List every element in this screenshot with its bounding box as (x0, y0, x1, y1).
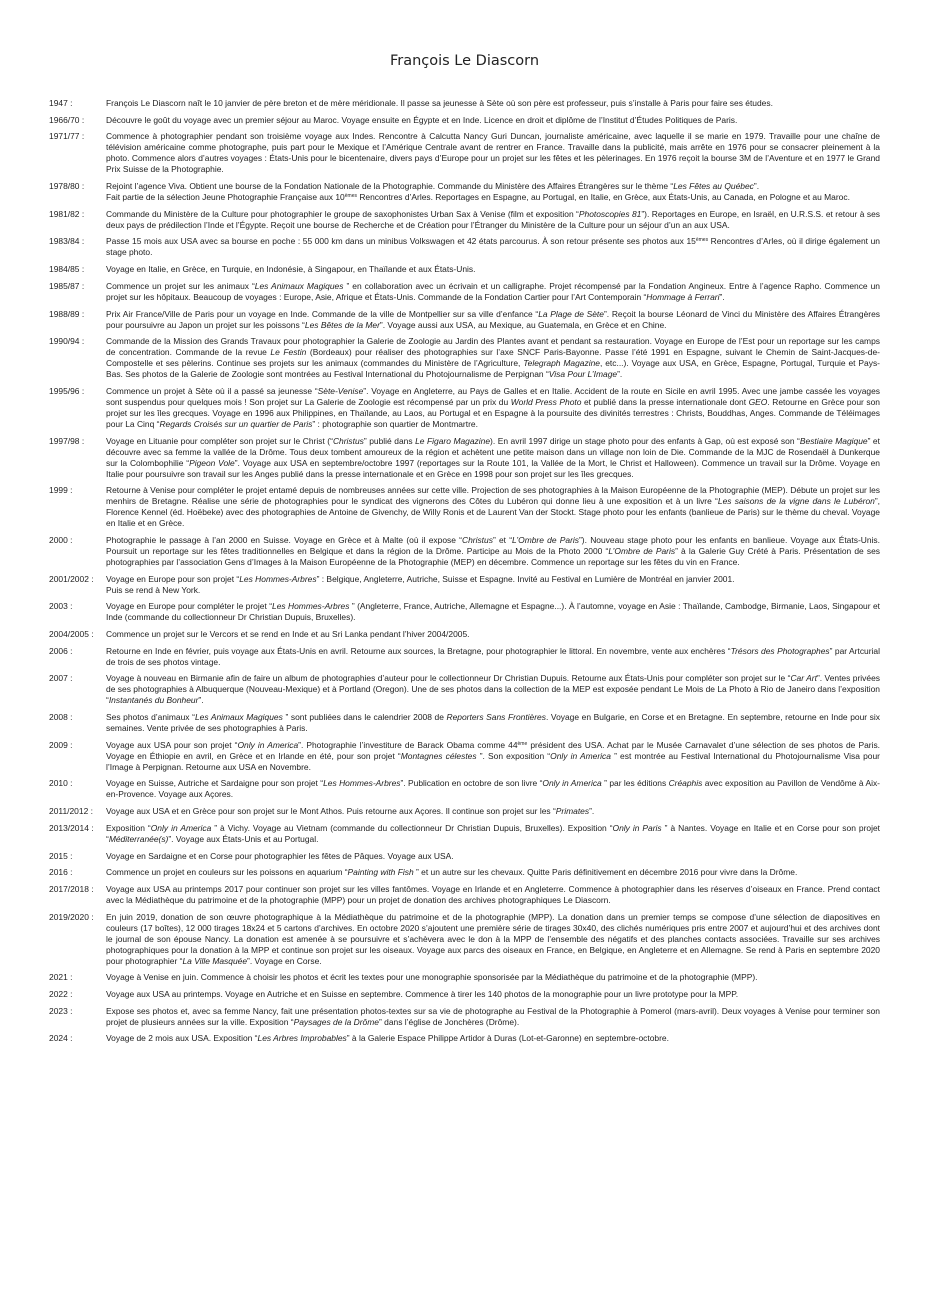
entry-year: 2022 : (49, 988, 73, 999)
entry-year: 2003 : (49, 601, 73, 612)
entry-text: Voyage en Europe pour compléter le projet “Les Hommes-Arbres ” (Angleterre, France, Autriche, Allemagne et Espagne...). À l’automne, voyage en Asie : Thaïlande, Cambodge, Birmanie, Laos, Singapour et Inde (commande du collectionneur Dr Christian Dupuis, Bruxelles). (106, 601, 880, 623)
entry-year: 1947 : (49, 98, 73, 108)
timeline-entry (49, 309, 880, 331)
entry-year: 1988/89 : (49, 308, 85, 319)
entry-text: Ses photos d’animaux “Les Animaux Magiques ” sont publiées dans le calendrier 2008 de Reporters Sans Frontières. Voyage en Bulgarie, en Corse et en Bretagne. En septembre, retourne en Inde pour six semaines. Vente privée de ses photographies à Paris. (106, 712, 880, 734)
timeline-entry (49, 236, 880, 258)
timeline-entry (49, 485, 880, 529)
timeline-entry (49, 646, 880, 668)
entry-text: Voyage en Lituanie pour compléter son projet sur le Christ (“Christus” publié dans Le Figaro Magazine). En avril 1997 dirige un stage photo pour des enfants à Gap, où est exposé son “Bestiaire Magique” et découvre avec sa femme la vallée de la Drôme. Tous deux tombent amoureux de la région et achètent une petite maison dans un village non loin de Die. Commande de la MJC de Rosendaël à Dunkerque sur la Colombophilie “Pigeon Vole”. Voyage aux USA en septembre/octobre 1997 (reportages sur la Route 101, la Vallée de la Mort, le Christ et Halloween). Commence un travail sur la Drôme. Voyage en Italie pour poursuivre son travail sur les Anges publié dans la presse internationale et en Grèce en 1998 pour son projet sur les îles grecques. (106, 435, 880, 479)
timeline-entry (49, 115, 880, 126)
entry-year: 2019/2020 : (49, 911, 94, 922)
timeline-entry (49, 806, 880, 817)
entry-year: 1978/80 : (49, 181, 85, 192)
entry-year: 2016 : (49, 867, 73, 878)
entry-text: En juin 2019, donation de son œuvre photographique à la Médiathèque du patrimoine et de la photographie (MPP). La donation dans un premier temps se compose d’une sélection de diapositives en couleurs (17 boîtes), 12 000 tirages 18x24 et 5 cartons d’archives. En octobre 2020 s’ajoutent une première série de tirages 30x40, des clichés numériques pris entre 2007 et aujourd’hui et des archives dont le journal de son épouse Nancy. La donation est amenée à se poursuivre et s’achèvera avec le don à la MPP de l’ensemble des négatifs et des planches contacts associées. Travaille sur ses archives photographiques pour la donation à la MPP et continue son projet sur les oiseaux. Voyage aux parcs des oiseaux en France, en Belgique, en Angleterre et en Allemagne. Se rend à Paris en septembre 2020 pour photographier “La Ville Masquée”. Voyage en Corse. (106, 911, 880, 966)
timeline-entry (49, 972, 880, 983)
timeline-entry (49, 209, 880, 231)
entry-text: Expose ses photos et, avec sa femme Nancy, fait une présentation photos-textes sur sa vie de photographe au Festival de la Photographie à Pomerol (mars-avril). Deux voyages à Venise pour terminer son projet de plusieurs années sur la ville. Exposition “Paysages de la Drôme” dans l’église de Jonchères (Drôme). (106, 1005, 880, 1027)
entry-text: Découvre le goût du voyage avec un premier séjour au Maroc. Voyage ensuite en Égypte et en Inde. Licence en droit et diplôme de l’Institut d’Études Politiques de Paris. (106, 114, 738, 125)
timeline-entry (49, 912, 880, 967)
entry-text: Voyage aux USA pour son projet “Only in America”. Photographie l’investiture de Barack Obama comme 44ème président des USA. Achat par le Musée Carnavalet d’une sélection de ses photos de Paris. Voyage en Éthiopie en avril, en Grèce et en Irlande en été, pour son projet “Montagnes célestes ”. Son exposition “Only in America ” est montrée au Festival International du Photojournalisme Visa pour l’Image à Perpignan. Retourne aux USA en Novembre. (106, 739, 881, 772)
timeline-entry (49, 867, 880, 878)
timeline-entry (49, 535, 880, 568)
entry-year: 2004/2005 : (49, 629, 94, 639)
entry-text: Voyage à nouveau en Birmanie afin de faire un album de photographies d’auteur pour le collectionneur Dr Christian Dupuis. Retourne aux États-Unis pour compléter son projet sur le “Car Art”. Ventes privées de ses photographies à Albuquerque (Nouveau-Mexique) et à Portland (Oregon). Une de ses photos dans la collection de la MEP est exposée pendant Le Mois de La Photo à Rio de Janeiro dans l’exposition “Instantanés du Bonheur”. (106, 673, 880, 706)
timeline-entry (49, 98, 880, 109)
entry-year: 2009 : (49, 739, 73, 750)
entry-year: 1990/94 : (49, 336, 85, 347)
entry-year: 2023 : (49, 1005, 73, 1016)
entry-year: 1984/85 : (49, 264, 85, 275)
entry-text: Commence un projet sur le Vercors et se rend en Inde et au Sri Lanka pendant l’hiver 2004/2005. (106, 629, 470, 639)
timeline-entry (49, 181, 880, 203)
entry-text: Voyage en Suisse, Autriche et Sardaigne pour son projet “Les Hommes-Arbres”. Publication en octobre de son livre “Only in America ” par les éditions Créaphis avec exposition au Pavillon de Vendôme à Aix-en-Provence. Voyage aux Açores. (106, 778, 880, 800)
timeline-entry (49, 712, 880, 734)
entry-year: 2011/2012 : (49, 806, 93, 817)
entry-year: 2006 : (49, 645, 73, 656)
entry-text: Commence un projet sur les animaux “Les Animaux Magiques ” en collaboration avec un écrivain et un calligraphe. Projet récompensé par la Fondation Angineux. Entre à l’agence Rapho. Commence un projet sur les hôpitaux. Beaucoup de voyages : Europe, Asie, Afrique et États-Unis. Commande de la Fondation Cartier pour l’Art Contemporain “Hommage à Ferrari”. (106, 280, 881, 302)
entry-text: Rejoint l’agence Viva. Obtient une bourse de la Fondation Nationale de la Photographie. Commande du Ministère des Affaires Étrangères sur le thème “Les Fêtes au Québec”. Fait partie de la sélection Jeune Photographie Française aux 10èmes Rencontres d’Arles. Reportages en Espagne, au Portugal, en Italie, en Grèce, aux États-Unis, au Canada, en Pologne et au Maroc. (106, 181, 850, 203)
entry-text: Voyage en Sardaigne et en Corse pour photographier les fêtes de Pâques. Voyage aux USA. (106, 850, 454, 861)
entry-year: 2010 : (49, 778, 73, 789)
entry-year: 2017/2018 : (49, 883, 94, 894)
timeline-entry (49, 574, 880, 596)
timeline-entry (49, 1006, 880, 1028)
entry-year: 1997/98 : (49, 435, 85, 446)
entry-text: Photographie le passage à l’an 2000 en Suisse. Voyage en Grèce et à Malte (où il expose “Christus” et “L’Ombre de Paris”). Nouveau stage photo pour les enfants en banlieue. Voyage aux États-Unis. Poursuit un reportage sur les fêtes traditionnelles en Belgique et dans la région de la Drôme. Participe au Mois de la Photo 2000 “L’Ombre de Paris” à la Galerie Guy Crété à Paris. Présentation de ses photographies par l’association Gens d’Images à la Maison Européenne de la Photographie (MEP) en décembre. Commence un reportage sur les fêtes du vin en France. (106, 534, 881, 567)
timeline-entry (49, 884, 880, 906)
timeline-entry (49, 823, 880, 845)
timeline-entry (49, 131, 880, 175)
entry-year: 2000 : (49, 534, 73, 545)
entry-text: Voyage aux USA au printemps. Voyage en Autriche et en Suisse en septembre. Commence à tirer les 140 photos de la monographie pour un livre prototype pour la MPP. (106, 988, 739, 999)
entry-year: 1981/82 : (49, 208, 85, 219)
entry-text: Passe 15 mois aux USA avec sa bourse en poche : 55 000 km dans un minibus Volkswagen et 42 états parcourus. À son retour présente ses photos aux 15èmes Rencontres d’Arles, où il dirige également un stage photo. (106, 236, 880, 258)
entry-text: Commence à photographier pendant son troisième voyage aux Indes. Rencontre à Calcutta Nancy Guri Duncan, journaliste américaine, avec laquelle il se marie en 1979. Travaille pour une chaîne de télévision américaine comme photographe, puis part pour le Mexique et l’Amérique Centrale avant de rentrer en France. Travaille dans la publicité, mais arrête en 1976 pour se consacrer pleinement à la photo. Commence alors d’autres voyages : États-Unis pour le bicentenaire, divers pays d’Europe pour un projet sur les fêtes et les pèlerinages. En 1976 reçoit la bourse 3M de l’Aventure et en 1977 le Grand Prix Suisse de la Photographie. (106, 131, 880, 175)
entry-year: 2015 : (49, 850, 73, 861)
entry-text: Commande du Ministère de la Culture pour photographier le groupe de saxophonistes Urban Sax à Venise (film et exposition “Photoscopies 81”). Reportages en Europe, en Israël, en U.R.S.S. et retour à ses deux pays de prédilection l’Inde et l’Égypte. Reçoit une bourse de Recherche et de Création pour l’Étranger du Ministère de la Culture pour un séjour d’un an aux USA. (106, 208, 880, 230)
timeline-entry (49, 281, 880, 303)
entry-year: 2013/2014 : (49, 822, 94, 833)
entry-text: Voyage en Europe pour son projet “Les Hommes-Arbres” : Belgique, Angleterre, Autriche, Suisse et Espagne. Invité au Festival en Lumière de Montréal en janvier 2001. Puis se rend à New York. (106, 573, 735, 595)
timeline-entry (49, 336, 880, 380)
entry-text: Commence un projet à Sète où il a passé sa jeunesse “Sète-Venise”. Voyage en Angleterre, au Pays de Galles et en Italie. Accident de la route en Sicile en avril 1995. Avec une jambe cassée les voyages sont suspendus pour quelques mois ! Son projet sur La Galerie de Zoologie est récompensé par un prix du World Press Photo et publié dans la presse internationale dont GEO. Retourne en Grèce pour son projet sur les îles grecques. Voyage en 1996 aux Philippines, en Thaïlande, au Laos, au Portugal et en Espagne à la poursuite des divinités terrestres : Christs, Bouddhas, Anges. Commande de Téléimages pour La Cinq “Regards Croisés sur un quartier de Paris” : photographie son quartier de Montmartre. (106, 385, 881, 429)
timeline-entry (49, 629, 880, 640)
entry-text: Commence un projet en couleurs sur les poissons en aquarium “Painting with Fish ” et un autre sur les chevaux. Quitte Paris définitivement en décembre 2016 pour vivre dans la Drôme. (106, 867, 798, 878)
entry-year: 1966/70 : (49, 114, 85, 125)
entry-year: 1983/84 : (49, 236, 85, 247)
biography-timeline (49, 98, 880, 1044)
entry-text: Prix Air France/Ville de Paris pour un voyage en Inde. Commande de la ville de Montpellier sur sa ville d’enfance “La Plage de Sète”. Reçoit la bourse Léonard de Vinci du Ministère des Affaires Étrangères pour poursuivre au Japon un projet sur les poissons “Les Bêtes de la Mer”. Voyage aussi aux USA, au Mexique, au Guatemala, en Grèce et en Chine. (106, 308, 880, 330)
timeline-entry (49, 778, 880, 800)
entry-text: Voyage aux USA et en Grèce pour son projet sur le Mont Athos. Puis retourne aux Açores. Il continue son projet sur les “Primates”. (106, 806, 595, 817)
entry-year: 2001/2002 : (49, 573, 94, 584)
entry-year: 1971/77 : (49, 131, 85, 142)
entry-year: 1999 : (49, 485, 73, 496)
entry-text: Voyage aux USA au printemps 2017 pour continuer son projet sur les villes fantômes. Voyage en Irlande et en Angleterre. Commence à photographier dans les réserves d’oiseaux en France. Prend contact avec la Médiathèque du patrimoine et de la photographie (MPP) pour un projet de donation des archives photographiques Le Diascorn. (106, 883, 880, 905)
entry-year: 1995/96 : (49, 385, 85, 396)
timeline-entry (49, 740, 880, 773)
entry-text: Voyage en Italie, en Grèce, en Turquie, en Indonésie, à Singapour, en Thaïlande et aux États-Unis. (106, 264, 476, 275)
timeline-entry (49, 1033, 880, 1044)
timeline-entry (49, 673, 880, 706)
timeline-entry (49, 436, 880, 480)
entry-year: 2021 : (49, 972, 73, 983)
entry-text: Commande de la Mission des Grands Travaux pour photographier la Galerie de Zoologie au Jardin des Plantes avant et pendant sa restauration. Voyage en Europe de l’Est pour un reportage sur les camps de concentration. Commande de la revue Le Festin (Bordeaux) pour réaliser des photographies sur l’axe SNCF Paris-Bayonne. Passe l’été 1991 en Espagne, suivant le Chemin de Saint-Jacques-de-Compostelle et ses pèlerins. Continue ses projets sur les animaux (commandes du Ministère de l’Agriculture, Telegraph Magazine, etc...). Voyage aux USA, en Grèce, Espagne, Portugal, Turquie et Pays-Bas. Ses photos de la Galerie de Zoologie sont montrées au Festival International du Photojournalisme de Perpignan “Visa Pour L’Image”. (106, 336, 880, 380)
timeline-entry (49, 264, 880, 275)
entry-year: 2008 : (49, 712, 73, 723)
entry-year: 2024 : (49, 1033, 73, 1044)
entry-text: Voyage de 2 mois aux USA. Exposition “Les Arbres Improbables” à la Galerie Espace Philippe Artidor à Duras (Lot-et-Garonne) en septembre-octobre. (106, 1033, 669, 1044)
entry-text: Retourne à Venise pour compléter le projet entamé depuis de nombreuses années sur cette ville. Projection de ses photographies à la Maison Européenne de la Photographie (MEP). Débute un projet sur les menhirs de Bretagne. Réalise une série de photographies pour le syndicat des vignerons des Côtes du Lubéron qui donne lieu à une exposition et à un livre “Les saisons de la vigne dans le Lubéron”, Florence Kennel (éd. Hoëbeke) avec des photographies de Antoine de Givenchy, de Willy Ronis et de Laurent Van der Stockt. Stage photo pour les enfants (banlieue de Paris) sur le thème du cheval. Voyage en Italie et en Grèce. (106, 485, 880, 529)
timeline-entry (49, 386, 880, 430)
entry-text: Retourne en Inde en février, puis voyage aux États-Unis en avril. Retourne aux sources, la Bretagne, pour photographier le littoral. En novembre, vente aux enchères “Trésors des Photographes” par Artcurial de trois de ses photos vintage. (106, 645, 880, 667)
timeline-entry (49, 989, 880, 1000)
document-title: François Le Diascorn (389, 53, 540, 69)
timeline-entry (49, 601, 880, 623)
entry-year: 1985/87 : (49, 280, 85, 291)
entry-year: 2007 : (49, 673, 73, 684)
entry-text: Voyage à Venise en juin. Commence à choisir les photos et écrit les textes pour une monographie sponsorisée par la Médiathèque du patrimoine et de la photographie (MPP). (106, 972, 758, 983)
entry-text: François Le Diascorn naît le 10 janvier de père breton et de mère méridionale. Il passe sa jeunesse à Sète où son père est professeur, puis s’installe à Paris pour faire ses études. (106, 98, 773, 108)
entry-text: Exposition “Only in America ” à Vichy. Voyage au Vietnam (commande du collectionneur Dr Christian Dupuis, Bruxelles). Exposition “Only in Paris ” à Nantes. Voyage en Italie et en Corse pour son projet “Méditerranée(s)”. Voyage aux États-Unis et au Portugal. (106, 822, 880, 844)
timeline-entry (49, 851, 880, 862)
